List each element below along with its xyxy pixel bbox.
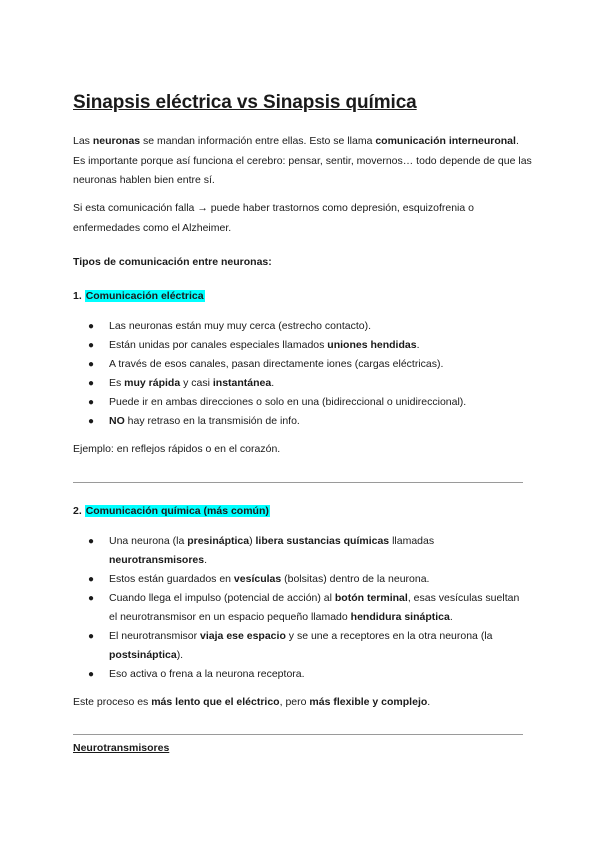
text-run: y se une a receptores en la otra neurona (la	[285, 630, 493, 642]
section-divider	[73, 482, 523, 483]
text-run: Puede ir en ambas direcciones o solo en una (bidireccional o unidireccional).	[109, 396, 467, 408]
list-item	[73, 374, 523, 393]
bullet-icon: ●	[88, 416, 95, 427]
text-run: )	[249, 535, 256, 547]
text-run: .	[449, 611, 453, 623]
bullet-icon: ●	[88, 631, 95, 642]
text-run: Cuando llega el impulso (potencial de acción) al	[109, 592, 335, 604]
bold-text: más lento que el eléctrico	[151, 696, 280, 708]
list-item	[73, 627, 523, 665]
bullet-icon: ●	[88, 378, 95, 389]
text-run: El neurotransmisor	[109, 630, 201, 642]
bold-text: más flexible y complejo	[309, 696, 428, 708]
list-item	[73, 570, 523, 589]
types-heading: Tipos de comunicación entre neuronas:	[73, 256, 272, 268]
bullet-icon: ●	[88, 359, 95, 370]
bold-text: neuronas	[92, 135, 141, 147]
bullet-icon: ●	[88, 536, 95, 547]
bold-text: neurotransmisores	[109, 554, 205, 566]
intro-warning-paragraph: Si esta comunicación falla → puede haber trastornos como depresión, esquizofrenia o enfermedades como el Alzheimer.	[73, 202, 474, 234]
chemical-number: 2.	[73, 505, 85, 517]
text-run: Eso activa o frena a la neurona receptora.	[109, 668, 305, 680]
section-divider	[73, 734, 523, 735]
text-run: Estos están guardados en	[109, 573, 234, 585]
bold-text: presináptica	[187, 535, 250, 547]
bold-text: viaja ese espacio	[200, 630, 286, 642]
text-run: (bolsitas) dentro de la neurona.	[281, 573, 430, 585]
electric-section-heading	[73, 290, 205, 302]
chemical-section-heading	[73, 505, 270, 517]
bullet-icon: ●	[88, 574, 95, 585]
text-run: hay retraso en la transmisión de info.	[124, 415, 300, 427]
bullet-icon: ●	[88, 321, 95, 332]
electric-bullet-list	[73, 317, 523, 431]
text-run: . Es importante porque así funciona el cerebro: pensar, sentir, movernos… todo depende de que las neuronas hablen bien entre sí.	[73, 135, 532, 186]
text-run: .	[427, 696, 431, 708]
text-run: Las	[73, 135, 93, 147]
list-item	[73, 532, 523, 570]
bold-text: vesículas	[233, 573, 282, 585]
bold-text: instantánea	[212, 377, 272, 389]
text-run: , esas vesículas sueltan el neurotransmisor en un espacio pequeño llamado	[109, 592, 520, 623]
text-run: Están unidas por canales especiales llamados	[109, 339, 328, 351]
text-run: se mandan información entre ellas. Esto se llama	[140, 135, 376, 147]
list-item	[73, 336, 523, 355]
chemical-bullet-list	[73, 532, 523, 684]
bold-text: libera sustancias químicas	[255, 535, 390, 547]
bold-text: postsináptica	[109, 649, 177, 661]
text-run: .	[204, 554, 208, 566]
text-run: .	[416, 339, 420, 351]
list-item	[73, 589, 523, 627]
page-title: Sinapsis eléctrica vs Sinapsis química	[73, 92, 417, 113]
text-run: ).	[176, 649, 184, 661]
bullet-icon: ●	[88, 593, 95, 604]
chemical-closing	[73, 693, 533, 713]
text-run: A través de esos canales, pasan directamente iones (cargas eléctricas).	[109, 358, 444, 370]
list-item	[73, 317, 523, 336]
bold-text: uniones hendidas	[327, 339, 417, 351]
list-item	[73, 393, 523, 412]
text-run: Las neuronas están muy muy cerca (estrecho contacto).	[109, 320, 372, 332]
electric-example: Ejemplo: en reflejos rápidos o en el corazón.	[73, 443, 281, 455]
intro-paragraph	[73, 132, 533, 191]
list-item	[73, 665, 523, 684]
text-run: Una neurona (la	[109, 535, 188, 547]
electric-number: 1.	[73, 290, 85, 302]
bold-text: comunicación interneuronal	[375, 135, 516, 147]
text-run: y casi	[180, 377, 213, 389]
bold-text: hendidura sináptica	[350, 611, 450, 623]
text-run: llamadas	[389, 535, 435, 547]
bold-text: muy rápida	[124, 377, 181, 389]
bullet-icon: ●	[88, 397, 95, 408]
text-run: , pero	[279, 696, 310, 708]
text-run: Es	[109, 377, 125, 389]
text-run: .	[271, 377, 275, 389]
bold-text: NO	[109, 415, 125, 427]
bullet-icon: ●	[88, 669, 95, 680]
electric-heading-highlight: Comunicación eléctrica	[85, 290, 204, 302]
neurotransmitters-heading: Neurotransmisores	[73, 742, 170, 754]
text-run: Este proceso es	[73, 696, 152, 708]
bullet-icon: ●	[88, 340, 95, 351]
list-item	[73, 412, 523, 431]
bold-text: botón terminal	[334, 592, 408, 604]
chemical-heading-highlight: Comunicación química (más común)	[85, 505, 269, 517]
list-item	[73, 355, 523, 374]
